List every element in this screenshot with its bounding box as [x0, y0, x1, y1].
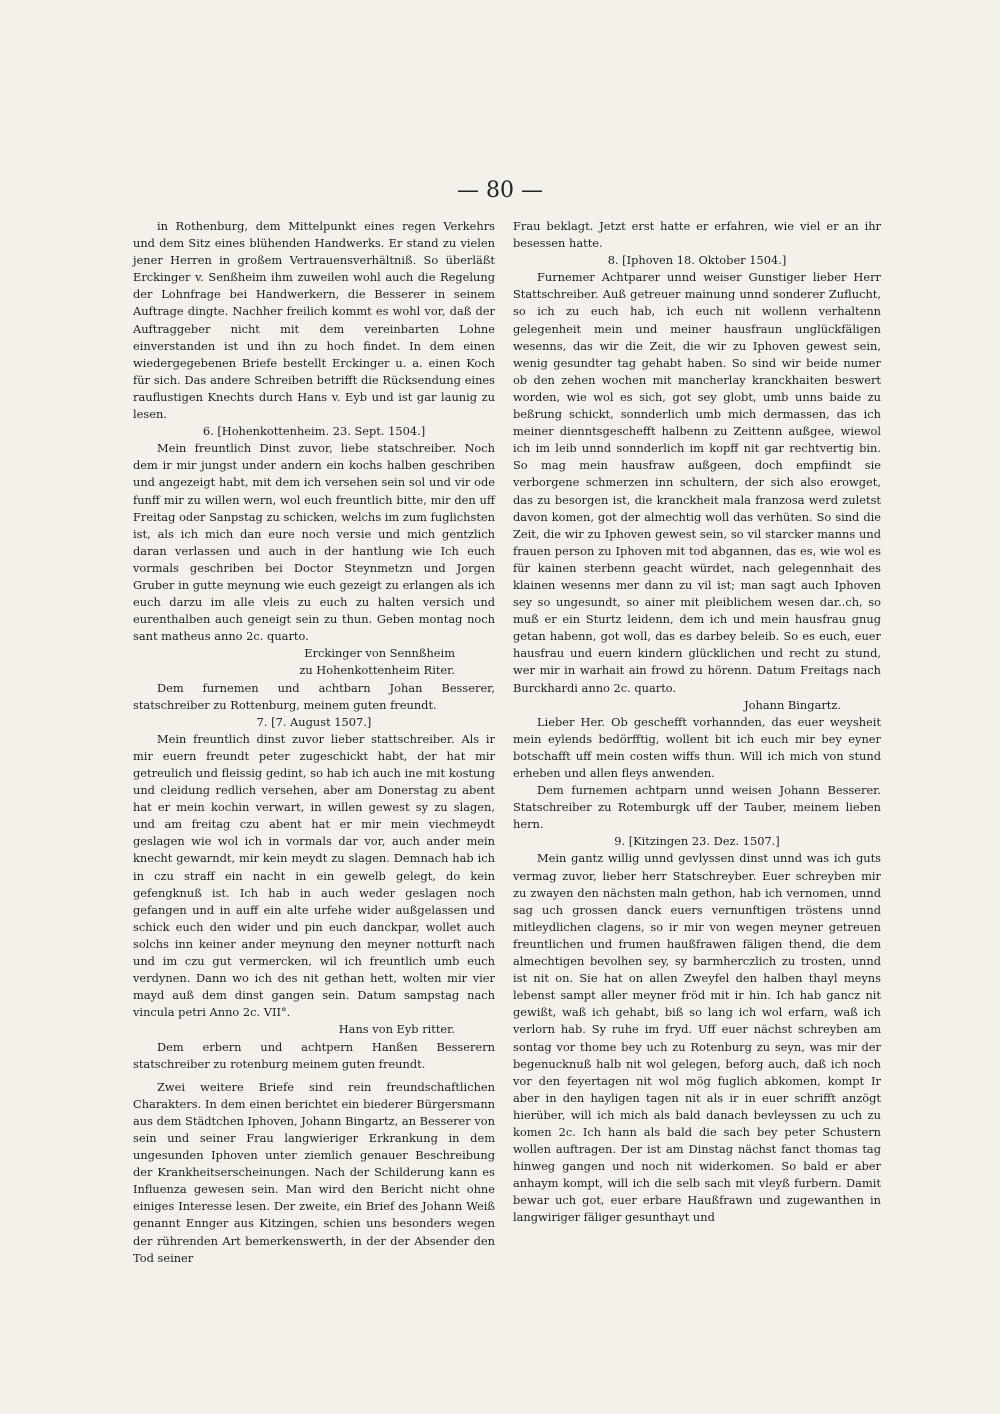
letter-6-signature-title: zu Hohenkottenheim Riter. [299, 663, 455, 678]
letter-7-heading: 7. [7. August 1507.] [256, 714, 372, 729]
letter-7-address: Dem erbern und achtpern Hanßen Besserern statschreiber zu rotenburg meinem guten freundt. [133, 1039, 495, 1071]
left-column [133, 218, 495, 1267]
letter-9-body: Mein gantz willig unnd gevlyssen dinst unnd was ich guts vermag zuvor, lieber herr Statschreyber. Euer schreyben mir zu zwayen den nächsten maln gethon, hab ich vernomen, unnd sag uch grossen danck euers vernunftigen tröstens unnd mitleydlichen clagens, so ir mir von wegen meyner getreuen freuntlichen und frumen haußfrawen fäligen thend, die dem almechtigen bevolhen sey, sy barmherczlich zu trosten, unnd ist nit on. Sie hat on allen Zweyfel den halben thayl meyns lebenst sampt aller meyner fröd mit ir hin. Ich hab gancz nit gewißt, waß ich gehabt, biß so lang ich wol erfarn, waß ich verlorn hab. Sy ruhe im fryd. Uff euer nächst schreyben am sontag vor thome bey uch zu Rotenburg zu seyn, was mir der begenucknuß halb nit wol gelegen, beforg auch, daß ich noch vor den feyertagen nit wol mög fuglich abkomen, kompt Ir aber in den hayligen tagen nit als ir in euer schrifft anzögt hierüber, will ich mich als bald danach bevleyssen zu uch zu komen 2c. Ich hann als bald die sach bey peter Schustern wollen auftragen. Der ist am Dinstag nächst fanct thomas tag hinweg gangen und noch nit widerkomen. So bald er aber anhaym kompt, will ich die selb sach mit vleyß furbern. Damit bewar uch got, euer erbare Haußfrawn und zugewanthen in langwiriger fäliger gesunthayt und [513, 851, 881, 1225]
letter-6-signature: Erckinger von Sennßheim [304, 646, 455, 661]
letter-6-address: Dem furnemen und achtbarn Johan Besserer, statschreiber zu Rottenburg, meinem guten freundt. [133, 680, 495, 712]
commentary-continuation: Frau beklagt. Jetzt erst hatte er erfahren, wie viel er an ihr besessen hatte. [513, 219, 881, 251]
letter-9-heading: 9. [Kitzingen 23. Dez. 1507.] [614, 834, 780, 849]
letter-8-heading: 8. [Iphoven 18. Oktober 1504.] [607, 253, 787, 268]
letter-8-body: Furnemer Achtparer unnd weiser Gunstiger lieber Herr Stattschreiber. Auß getreuer mainung unnd sonderer Zuflucht, so ich zu euch hab, ich euch nit wollenn verhaltenn gelegenheit mein und meiner hausfraun unglückfäligen wesenns, das wir die Zeit, die wir zu Iphoven gewest sein, wenig gesundter tag gehabt haben. So sind wir beide numer ob den zehen wochen mit mancherlay kranckhaiten beswert worden, wie wol es sich, got sey globt, umb unns baide zu beßrung schickt, sonnderlich umb mich dermassen, das ich meiner dienntsgeschefft halbenn zu Zeittenn außgee, wiewol ich im leib unnd sonnderlich im kopff nit gar rechtvertig bin. So mag mein hausfraw außgeen, doch empfiindt sie verborgene schmerzen inn schultern, der sich also erowget, das zu besorgen ist, die kranckheit mala franzosa werd zuletst davon komen, got der almechtig woll das verhüten. So sind die Zeit, die wir zu Iphoven gewest sein, so vil starcker manns und frauen person zu Iphoven mit tod abgannen, das es, wie wol es für kainen sterbenn geacht würdet, nach gelegennhait des klainen wesenns mer dann zu vil ist; man sagt auch Iphoven sey so ungesundt, so ainer mit pleiblichem wesen dar..ch, so muß er ein Sturtz leidenn, dem ich und mein hausfrau gnug getan habenn, got woll, das es darbey beleib. So es euch, euer hausfrau und euern kindern glücklichen und recht zu stund, wer mir in warhait ain frowd zu hörenn. Datum Freitags nach Burckhardi anno 2c. quarto. [513, 270, 881, 695]
letter-8-address: Dem furnemen achtparn unnd weisen Johann Besserer. Statschreiber zu Rotemburgk uff der Tauber, meinem lieben hern. [513, 783, 881, 832]
letter-8-signature: Johann Bingartz. [744, 697, 841, 712]
commentary-paragraph: Zwei weitere Briefe sind rein freundschaftlichen Charakters. In dem einen berichtet ein biederer Bürgersmann aus dem Städtchen Iphoven, Johann Bingartz, an Besserer von sein und seiner Frau langwieriger Erkrankung in dem ungesunden Iphoven unter ziemlich genauer Beschreibung der Krankheitserscheinungen. Nach der Schilderung kann es Influenza gewesen sein. Man wird den Bericht nicht ohne einiges Interesse lesen. Der zweite, ein Brief des Johann Weiß genannt Ennger aus Kitzingen, schien uns besonders wegen der rührenden Art bemerkenswerth, in der der Absender den Tod seiner [133, 1079, 495, 1265]
intro-paragraph: in Rothenburg, dem Mittelpunkt eines regen Verkehrs und dem Sitz eines blühenden Handwerks. Er stand zu vielen jener Herren in großem Vertrauensverhältniß. So überläßt Erckinger v. Senßheim ihm zuweilen wohl auch die Regelung der Lohnfrage bei Handwerkern, die Besserer in seinem Auftrage dingte. Nachher freilich kommt es wohl vor, daß der Auftraggeber nicht mit dem vereinbarten Lohne einverstanden ist und ihn zu hoch findet. In dem einen wiedergegebenen Briefe bestellt Erckinger u. a. einen Koch für sich. Das andere Schreiben betrifft die Rücksendung eines rauflustigen Knechts durch Hans v. Eyb und ist gar launig zu lesen. [133, 219, 495, 422]
letter-8-postscript: Lieber Her. Ob geschefft vorhannden, das euer weysheit mein eylends bedörfftig, wollent bit ich euch mir bey eyner botschafft uff mein costen wiffs thun. Will ich mich von stund erheben und allen fleys anwenden. [513, 714, 881, 780]
letter-6-heading: 6. [Hohenkottenheim. 23. Sept. 1504.] [202, 424, 426, 439]
letter-7-body: Mein freuntlich dinst zuvor lieber stattschreiber. Als ir mir euern freundt peter zugeschickt habt, der hat mir getreulich und fleissig gedint, so hab ich auch ine mit kostung und cleidung redlich versehen, aber am Donerstag zu abent hat er mein kochin verwart, in willen gewest sy zu slagen, und am freitag czu abent hat er mir mein viechmeydt geslagen wie wol ich in vormals dar vor, auch ander mein knecht gewarndt, mir kein meydt zu slagen. Demnach hab ich in czu straff ein nacht in ein gewelb gelegt, do kein gefengknuß ist. Ich hab in auch weder geslagen noch gefangen und in auff ein alte urfehe wider außgelassen und schick euch den wider und pin euch danckpar, wollet auch solchs inn keiner ander meynung den meyner notturft nach und im czu gut vermercken, wil ich freuntlich umb euch verdynen. Dann wo ich des nit gethan hett, wolten mir vier mayd auß dem dinst gangen sein. Datum sampstag nach vincula petri Anno 2c. VII°. [133, 731, 495, 1020]
letter-6-body: Mein freuntlich Dinst zuvor, liebe statschreiber. Noch dem ir mir jungst under andern ein kochs halben geschriben und angezeigt habt, mit dem ich versehen sein sol und vir ode funff mir zu willen wern, wol euch freuntlich bitte, mir den uff Freitag oder Sanpstag zu schicken, welchs im zum fuglichsten ist, als ich mich dan eure noch versie und mich gentzlich daran verlassen und auch in der hantlung wie Ich euch vormals geschriben bei Doctor Steynmetzn und Jorgen Gruber in gutte meynung wie euch gezeigt zu erlangen als ich euch darzu im alle vleis zu euch zu halten versich und eurenthalben auch geneigt sein zu thun. Geben montag noch sant matheus anno 2c. quarto. [133, 441, 495, 644]
letter-7-signature: Hans von Eyb ritter. [338, 1022, 455, 1037]
page-number: — 80 — [457, 178, 543, 203]
right-column [513, 218, 881, 1227]
